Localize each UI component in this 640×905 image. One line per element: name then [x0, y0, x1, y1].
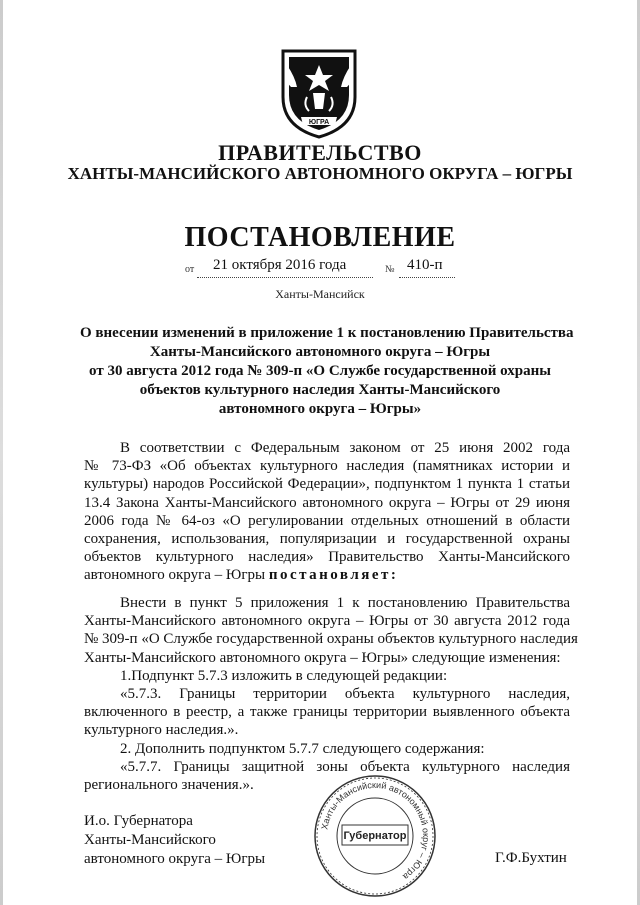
preamble-line: 13.4 Закона Ханты-Мансийского автономного округа – Югры от 29 июня: [84, 494, 570, 511]
amendment-line: Внести в пункт 5 приложения 1 к постановлению Правительства: [120, 595, 570, 611]
signatory-position-line: автономного округа – Югры: [84, 851, 266, 867]
item-2-heading: 2. Дополнить подпунктом 5.7.7 следующего содержания:: [120, 740, 485, 757]
subject-line: автономного округа – Югры»: [218, 401, 422, 417]
scan-edge-left: [0, 0, 3, 905]
signatory-name: Г.Ф.Бухтин: [495, 850, 567, 866]
document-city: Ханты-Мансийск: [275, 287, 365, 301]
preamble-line: объектов культурного наследия» Правительство Ханты-Мансийского: [84, 549, 570, 566]
government-subtitle: ХАНТЫ-МАНСИЙСКОГО АВТОНОМНОГО ОКРУГА – ЮГРЫ: [67, 164, 573, 183]
coat-of-arms-emblem: [277, 47, 361, 139]
seal-center-text: Губернатор: [343, 830, 407, 842]
signatory-position-line: И.о. Губернатора: [84, 813, 193, 829]
document-number: 410-п: [407, 257, 443, 273]
subject-line: от 30 августа 2012 года № 309-п «О Службе государственной охраны: [89, 363, 551, 379]
document-subject: [80, 324, 574, 419]
subject-line: О внесении изменений в приложение 1 к постановлению Правительства: [80, 325, 574, 341]
number-underline: [399, 277, 455, 278]
date-number-row: [185, 257, 455, 281]
item-2-text-line: «5.7.7. Границы защитной зоны объекта культурного наследия: [120, 758, 570, 775]
number-prefix: №: [385, 264, 395, 275]
preamble-line: 2006 года № 64-оз «О регулировании отдельных отношений в области: [84, 512, 570, 529]
item-1-text-line: культурного наследия.».: [84, 722, 239, 739]
amendment-line: Ханты-Мансийского автономного округа – Югры от 30 августа 2012 года: [84, 613, 570, 630]
emblem-banner-text: ЮГРА: [308, 119, 330, 126]
document-date: 21 октября 2016 года: [213, 257, 347, 273]
amendment-line: № 309-п «О Службе государственной охраны объектов культурного наследия: [84, 631, 578, 648]
date-underline: [197, 277, 373, 278]
item-1-text-line: включенного в реестр, а также границы территории выявленного объекта: [84, 704, 570, 721]
item-1-text-line: «5.7.3. Границы территории объекта культурного наследия,: [120, 686, 570, 703]
preamble-line: культуры) народов Российской Федерации», подпунктом 1 пункта 1 статьи: [84, 476, 570, 493]
document-type-heading: ПОСТАНОВЛЕНИЕ: [184, 222, 456, 253]
resolves-word: постановляет:: [268, 567, 399, 584]
amendment-paragraph: [84, 594, 578, 794]
official-stamp-seal: [312, 773, 438, 899]
date-prefix: от: [185, 264, 195, 275]
preamble-last-line: [84, 566, 570, 584]
preamble-last-text: автономного округа – Югры: [84, 567, 269, 584]
preamble-line: В соответствии с Федеральным законом от 25 июня 2002 года: [120, 440, 570, 456]
svg-text:Ханты-Мансийский автономный ок: Ханты-Мансийский автономный округ – Югра: [319, 779, 432, 882]
amendment-line: Ханты-Мансийского автономного округа – Югры» следующие изменения:: [84, 649, 561, 666]
preamble-paragraph: [84, 439, 570, 585]
signatory-position: [84, 812, 265, 869]
preamble-line: № 73-ФЗ «Об объектах культурного наследия (памятниках истории и: [84, 458, 570, 475]
signatory-position-line: Ханты-Мансийского: [84, 832, 216, 848]
item-2-text-line: регионального значения.».: [84, 777, 254, 794]
item-1-heading: 1.Подпункт 5.7.3 изложить в следующей редакции:: [120, 667, 448, 684]
government-title: ПРАВИТЕЛЬСТВО: [218, 140, 422, 165]
subject-line: Ханты-Мансийского автономного округа – Югры: [149, 344, 491, 360]
preamble-line: сохранения, использования, популяризации и государственной охраны: [84, 531, 570, 548]
subject-line: объектов культурного наследия Ханты-Мансийского: [139, 382, 501, 398]
